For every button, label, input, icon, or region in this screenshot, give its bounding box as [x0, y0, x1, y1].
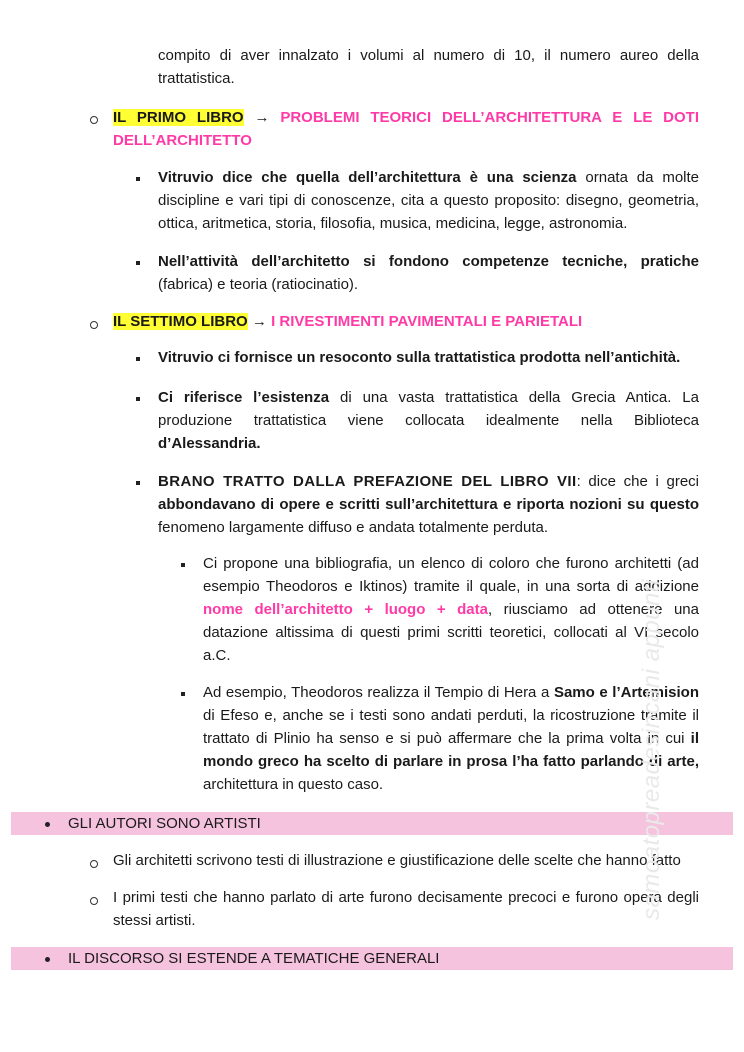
watermark: samoatopreadesincani appunti: [638, 579, 665, 920]
autori-item-2: I primi testi che hanno parlato di arte furono decisamente precoci e furono opera degli stessi artisti.: [113, 889, 699, 929]
section-heading-discorso: IL DISCORSO SI ESTENDE A TEMATICHE GENERALI: [68, 950, 440, 967]
square-bullet: [136, 357, 140, 361]
arrow-icon: →: [254, 109, 270, 126]
circle-bullet: [90, 321, 98, 329]
autori-item-1: Gli architetti scrivono testi di illustrazione e giustificazione delle scelte che hanno fatto: [113, 852, 681, 869]
circle-bullet: [90, 860, 98, 868]
libro7-label: IL SETTIMO LIBRO: [113, 313, 248, 330]
circle-bullet: [90, 897, 98, 905]
libro7-heading: [113, 310, 699, 333]
libro7-subparagraph-2: Ad esempio, Theodoros realizza il Tempio di Hera a Samo e l’Artemision di Efeso e, anche se i testi sono andati perduti, la ricostruzione tramite il trattato di Plinio ha senso e si può affermare che la prima volta in cui il mondo greco ha scelto di parlare in prosa l’ha fatto parlando di arte, architettura in questo caso.: [203, 684, 699, 793]
libro7-paragraph-1: Vitruvio ci fornisce un resoconto sulla trattatistica prodotta nell’antichità.: [158, 349, 681, 366]
square-bullet: [181, 692, 185, 696]
formula-highlight: nome dell’architetto + luogo + data: [203, 601, 488, 618]
libro1-heading: [113, 106, 699, 152]
square-bullet: [181, 563, 185, 567]
libro7-paragraph-3: BRANO TRATTO DALLA PREFAZIONE DEL LIBRO VII: dice che i greci abbondavano di opere e scritti sull’architettura e riporta nozioni su questo fenomeno largamente diffuso e andata totalmente perduta.: [158, 473, 699, 536]
libro1-title: PROBLEMI TEORICI DELL’ARCHITETTURA E LE DOTI DELL’ARCHITETTO: [113, 109, 699, 149]
libro1-label: IL PRIMO LIBRO: [113, 109, 244, 126]
libro1-paragraph-1: Vitruvio dice che quella dell’architettura è una scienza ornata da molte discipline e vari tipi di conoscenze, cita a questo proposito: disegno, geometria, ottica, aritmetica, storia, filosofia, musica, medicina, legge, astronomia.: [158, 169, 700, 232]
libro7-title: I RIVESTIMENTI PAVIMENTALI E PARIETALI: [271, 313, 583, 330]
arrow-icon: →: [251, 313, 267, 330]
dot-bullet: [45, 957, 50, 962]
circle-bullet: [90, 116, 98, 124]
square-bullet: [136, 481, 140, 485]
libro1-paragraph-2: Nell’attività dell’architetto si fondono competenze tecniche, pratiche (fabrica) e teoria (ratiocinatio).: [158, 253, 699, 293]
square-bullet: [136, 397, 140, 401]
square-bullet: [136, 177, 140, 181]
dot-bullet: [45, 822, 50, 827]
section-heading-autori: GLI AUTORI SONO ARTISTI: [68, 815, 261, 832]
intro-paragraph: compito di aver innalzato i volumi al numero di 10, il numero aureo della trattatistica.: [158, 47, 699, 87]
libro7-paragraph-2: Ci riferisce l’esistenza di una vasta trattatistica della Grecia Antica. La produzione trattatistica viene collocata idealmente nella Biblioteca d’Alessandria.: [158, 389, 699, 452]
libro7-subparagraph-1: Ci propone una bibliografia, un elenco di coloro che furono architetti (ad esempio Theodoros e Iktinos) tramite il quale, in una sorta di addizione nome dell’architetto + luogo + data, riusciamo ad ottenere una datazione altissima di questi primi scritti teoretici, collocati al VI secolo a.C.: [203, 555, 699, 664]
square-bullet: [136, 261, 140, 265]
